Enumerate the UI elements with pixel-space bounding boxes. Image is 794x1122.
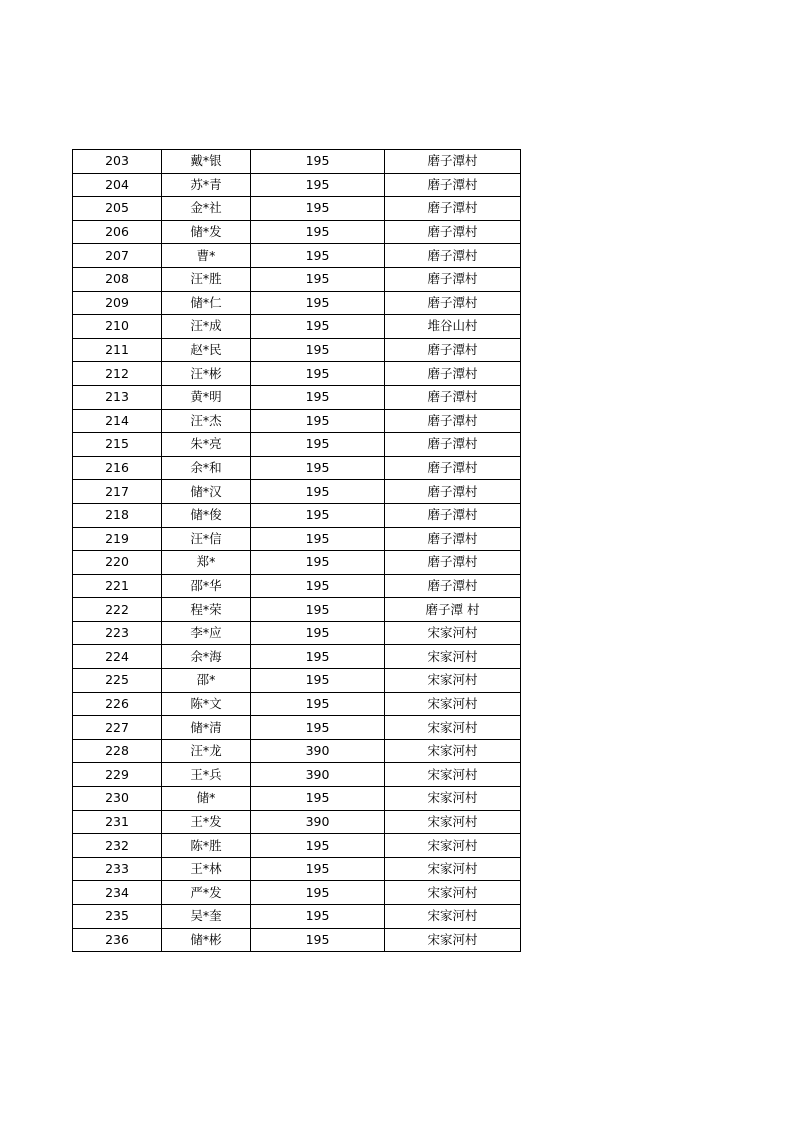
row-number-cell: 204 <box>73 173 162 197</box>
amount-cell: 195 <box>251 291 385 315</box>
village-cell: 宋家河村 <box>385 692 521 716</box>
row-number-cell: 222 <box>73 598 162 622</box>
row-number-cell: 211 <box>73 338 162 362</box>
village-cell: 磨子潭村 <box>385 503 521 527</box>
table-row <box>73 409 521 433</box>
amount-cell: 195 <box>251 551 385 575</box>
row-number-cell: 219 <box>73 527 162 551</box>
table-row <box>73 456 521 480</box>
amount-cell: 195 <box>251 716 385 740</box>
row-number-cell: 233 <box>73 857 162 881</box>
row-number-cell: 224 <box>73 645 162 669</box>
village-cell: 磨子潭村 <box>385 244 521 268</box>
name-cell: 储* <box>162 787 251 811</box>
name-cell: 王*林 <box>162 857 251 881</box>
name-cell: 戴*银 <box>162 150 251 174</box>
amount-cell: 195 <box>251 669 385 693</box>
village-cell: 磨子潭 村 <box>385 598 521 622</box>
amount-cell: 195 <box>251 385 385 409</box>
name-cell: 朱*亮 <box>162 433 251 457</box>
village-cell: 磨子潭村 <box>385 267 521 291</box>
name-cell: 邵* <box>162 669 251 693</box>
name-cell: 余*海 <box>162 645 251 669</box>
village-cell: 磨子潭村 <box>385 173 521 197</box>
row-number-cell: 228 <box>73 739 162 763</box>
village-cell: 磨子潭村 <box>385 480 521 504</box>
amount-cell: 195 <box>251 527 385 551</box>
table-row <box>73 574 521 598</box>
name-cell: 储*汉 <box>162 480 251 504</box>
row-number-cell: 217 <box>73 480 162 504</box>
row-number-cell: 205 <box>73 197 162 221</box>
village-cell: 宋家河村 <box>385 763 521 787</box>
village-cell: 宋家河村 <box>385 739 521 763</box>
row-number-cell: 218 <box>73 503 162 527</box>
row-number-cell: 210 <box>73 315 162 339</box>
village-cell: 磨子潭村 <box>385 574 521 598</box>
table-row <box>73 716 521 740</box>
village-cell: 磨子潭村 <box>385 527 521 551</box>
village-cell: 宋家河村 <box>385 621 521 645</box>
table-row <box>73 220 521 244</box>
name-cell: 储*仁 <box>162 291 251 315</box>
name-cell: 储*彬 <box>162 928 251 952</box>
row-number-cell: 227 <box>73 716 162 740</box>
table-row <box>73 669 521 693</box>
name-cell: 陈*胜 <box>162 834 251 858</box>
row-number-cell: 212 <box>73 362 162 386</box>
name-cell: 严*发 <box>162 881 251 905</box>
name-cell: 李*应 <box>162 621 251 645</box>
amount-cell: 195 <box>251 197 385 221</box>
amount-cell: 195 <box>251 456 385 480</box>
table-row <box>73 197 521 221</box>
amount-cell: 195 <box>251 220 385 244</box>
amount-cell: 195 <box>251 692 385 716</box>
table-row <box>73 598 521 622</box>
name-cell: 王*兵 <box>162 763 251 787</box>
village-cell: 宋家河村 <box>385 834 521 858</box>
row-number-cell: 207 <box>73 244 162 268</box>
table-row <box>73 527 521 551</box>
village-cell: 磨子潭村 <box>385 291 521 315</box>
name-cell: 邵*华 <box>162 574 251 598</box>
row-number-cell: 223 <box>73 621 162 645</box>
table-row <box>73 857 521 881</box>
row-number-cell: 216 <box>73 456 162 480</box>
name-cell: 陈*文 <box>162 692 251 716</box>
table-row <box>73 291 521 315</box>
village-cell: 宋家河村 <box>385 928 521 952</box>
name-cell: 赵*民 <box>162 338 251 362</box>
table-row <box>73 150 521 174</box>
row-number-cell: 208 <box>73 267 162 291</box>
village-cell: 宋家河村 <box>385 669 521 693</box>
village-cell: 磨子潭村 <box>385 150 521 174</box>
village-cell: 宋家河村 <box>385 905 521 929</box>
table-row <box>73 385 521 409</box>
name-cell: 黄*明 <box>162 385 251 409</box>
table-row <box>73 810 521 834</box>
row-number-cell: 203 <box>73 150 162 174</box>
name-cell: 郑* <box>162 551 251 575</box>
amount-cell: 195 <box>251 338 385 362</box>
amount-cell: 195 <box>251 881 385 905</box>
row-number-cell: 234 <box>73 881 162 905</box>
amount-cell: 195 <box>251 598 385 622</box>
table-row <box>73 881 521 905</box>
amount-cell: 195 <box>251 173 385 197</box>
name-cell: 余*和 <box>162 456 251 480</box>
amount-cell: 390 <box>251 739 385 763</box>
table-row <box>73 905 521 929</box>
amount-cell: 195 <box>251 315 385 339</box>
village-cell: 磨子潭村 <box>385 338 521 362</box>
village-cell: 磨子潭村 <box>385 409 521 433</box>
amount-cell: 195 <box>251 362 385 386</box>
table-row <box>73 480 521 504</box>
row-number-cell: 230 <box>73 787 162 811</box>
amount-cell: 195 <box>251 621 385 645</box>
table-row <box>73 433 521 457</box>
row-number-cell: 214 <box>73 409 162 433</box>
village-cell: 磨子潭村 <box>385 197 521 221</box>
name-cell: 汪*成 <box>162 315 251 339</box>
row-number-cell: 236 <box>73 928 162 952</box>
village-cell: 宋家河村 <box>385 881 521 905</box>
amount-cell: 195 <box>251 574 385 598</box>
table-row <box>73 834 521 858</box>
row-number-cell: 229 <box>73 763 162 787</box>
table-row <box>73 244 521 268</box>
amount-cell: 195 <box>251 409 385 433</box>
amount-cell: 195 <box>251 787 385 811</box>
name-cell: 曹* <box>162 244 251 268</box>
amount-cell: 195 <box>251 928 385 952</box>
table-row <box>73 362 521 386</box>
amount-cell: 195 <box>251 857 385 881</box>
name-cell: 汪*信 <box>162 527 251 551</box>
amount-cell: 390 <box>251 810 385 834</box>
name-cell: 苏*青 <box>162 173 251 197</box>
table-row <box>73 338 521 362</box>
village-cell: 磨子潭村 <box>385 456 521 480</box>
row-number-cell: 226 <box>73 692 162 716</box>
village-cell: 宋家河村 <box>385 857 521 881</box>
name-cell: 王*发 <box>162 810 251 834</box>
village-cell: 堆谷山村 <box>385 315 521 339</box>
row-number-cell: 235 <box>73 905 162 929</box>
amount-cell: 195 <box>251 433 385 457</box>
table-row <box>73 315 521 339</box>
row-number-cell: 215 <box>73 433 162 457</box>
name-cell: 程*荣 <box>162 598 251 622</box>
row-number-cell: 220 <box>73 551 162 575</box>
village-cell: 磨子潭村 <box>385 551 521 575</box>
table-row <box>73 173 521 197</box>
row-number-cell: 225 <box>73 669 162 693</box>
village-cell: 磨子潭村 <box>385 433 521 457</box>
name-cell: 汪*龙 <box>162 739 251 763</box>
name-cell: 汪*胜 <box>162 267 251 291</box>
row-number-cell: 209 <box>73 291 162 315</box>
row-number-cell: 221 <box>73 574 162 598</box>
roster-table-body <box>73 150 521 952</box>
name-cell: 储*俊 <box>162 503 251 527</box>
table-row <box>73 787 521 811</box>
village-cell: 磨子潭村 <box>385 385 521 409</box>
row-number-cell: 232 <box>73 834 162 858</box>
table-row <box>73 267 521 291</box>
amount-cell: 195 <box>251 503 385 527</box>
roster-table <box>72 149 521 952</box>
name-cell: 储*发 <box>162 220 251 244</box>
village-cell: 磨子潭村 <box>385 220 521 244</box>
name-cell: 汪*杰 <box>162 409 251 433</box>
village-cell: 宋家河村 <box>385 787 521 811</box>
table-row <box>73 621 521 645</box>
amount-cell: 195 <box>251 150 385 174</box>
table-row <box>73 551 521 575</box>
village-cell: 磨子潭村 <box>385 362 521 386</box>
amount-cell: 195 <box>251 834 385 858</box>
table-row <box>73 645 521 669</box>
name-cell: 储*清 <box>162 716 251 740</box>
amount-cell: 195 <box>251 244 385 268</box>
amount-cell: 195 <box>251 267 385 291</box>
amount-cell: 390 <box>251 763 385 787</box>
table-row <box>73 739 521 763</box>
name-cell: 汪*彬 <box>162 362 251 386</box>
table-row <box>73 692 521 716</box>
row-number-cell: 213 <box>73 385 162 409</box>
amount-cell: 195 <box>251 905 385 929</box>
row-number-cell: 206 <box>73 220 162 244</box>
village-cell: 宋家河村 <box>385 645 521 669</box>
table-row <box>73 503 521 527</box>
amount-cell: 195 <box>251 480 385 504</box>
table-row <box>73 928 521 952</box>
table-row <box>73 763 521 787</box>
amount-cell: 195 <box>251 645 385 669</box>
village-cell: 宋家河村 <box>385 716 521 740</box>
row-number-cell: 231 <box>73 810 162 834</box>
village-cell: 宋家河村 <box>385 810 521 834</box>
name-cell: 吴*奎 <box>162 905 251 929</box>
name-cell: 金*社 <box>162 197 251 221</box>
